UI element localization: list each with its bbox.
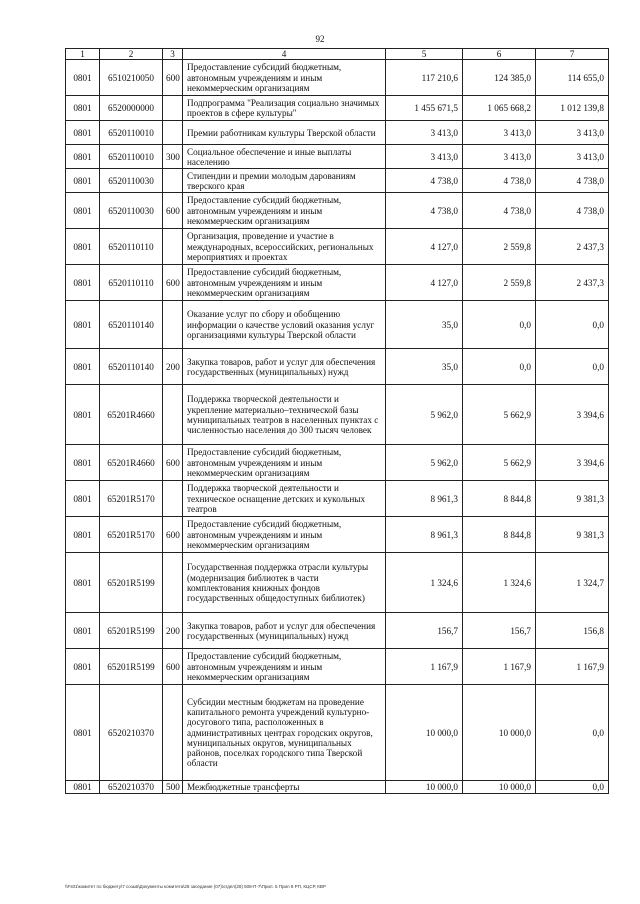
row-expense-type: 300 [163, 145, 183, 169]
row-name: Субсидии местным бюджетам на проведение капитального ремонта учреждений культурно-досугового типа, расположенных в административных центрах городских округов, муниципальных округов, муниципальных районов, поселках городского типа Тверской области [183, 685, 386, 781]
row-target-article: 65201R5170 [100, 517, 163, 553]
table-row [66, 481, 609, 517]
table-row [66, 685, 609, 781]
row-value-col5: 10 000,0 [386, 781, 463, 794]
row-value-col6: 2 559,8 [463, 265, 536, 301]
row-value-col5: 3 413,0 [386, 145, 463, 169]
row-target-article: 6520110010 [100, 145, 163, 169]
row-section: 0801 [66, 96, 100, 121]
row-target-article: 6520110140 [100, 301, 163, 349]
row-expense-type [163, 385, 183, 445]
row-value-col7: 2 437,3 [536, 229, 609, 265]
table-row [66, 385, 609, 445]
table-row [66, 60, 609, 96]
row-value-col6: 0,0 [463, 301, 536, 349]
table-header-row [66, 49, 609, 60]
row-value-col7: 2 437,3 [536, 265, 609, 301]
row-value-col7: 0,0 [536, 301, 609, 349]
column-header: 2 [100, 49, 163, 60]
file-path-footer: \\Fs01\комитет по бюджету\7 созыв\Документы комитета\28 заседание (07)\отдел(28) 508-П-7\Прил. 5 Прил 8 РП, КЦСР, КВР [65, 884, 326, 889]
row-value-col7: 0,0 [536, 685, 609, 781]
row-value-col6: 0,0 [463, 349, 536, 385]
row-value-col6: 156,7 [463, 613, 536, 649]
row-value-col6: 1 065 668,2 [463, 96, 536, 121]
row-target-article: 6520110110 [100, 229, 163, 265]
row-name: Поддержка творческой деятельности и укрепление материально–технической базы муниципальных театров в населенных пунктах с численностью населения до 300 тысяч человек [183, 385, 386, 445]
row-target-article: 6520110030 [100, 193, 163, 229]
row-section: 0801 [66, 385, 100, 445]
row-target-article: 6520000000 [100, 96, 163, 121]
row-value-col7: 3 394,6 [536, 385, 609, 445]
table-row [66, 445, 609, 481]
row-value-col5: 35,0 [386, 349, 463, 385]
column-header: 3 [163, 49, 183, 60]
row-value-col6: 1 324,6 [463, 553, 536, 613]
row-value-col5: 8 961,3 [386, 481, 463, 517]
table-row [66, 265, 609, 301]
row-expense-type: 200 [163, 613, 183, 649]
row-target-article: 6520210370 [100, 781, 163, 794]
row-section: 0801 [66, 481, 100, 517]
row-section: 0801 [66, 649, 100, 685]
row-value-col7: 3 413,0 [536, 145, 609, 169]
table-row [66, 781, 609, 794]
row-value-col5: 4 127,0 [386, 265, 463, 301]
row-section: 0801 [66, 193, 100, 229]
column-header: 4 [183, 49, 386, 60]
row-section: 0801 [66, 349, 100, 385]
row-value-col5: 1 167,9 [386, 649, 463, 685]
row-target-article: 6520110010 [100, 121, 163, 145]
row-name: Закупка товаров, работ и услуг для обеспечения государственных (муниципальных) нужд [183, 349, 386, 385]
row-expense-type [163, 685, 183, 781]
row-target-article: 65201R5199 [100, 613, 163, 649]
row-name: Закупка товаров, работ и услуг для обеспечения государственных (муниципальных) нужд [183, 613, 386, 649]
row-section: 0801 [66, 145, 100, 169]
row-target-article: 65201R5199 [100, 649, 163, 685]
row-expense-type: 600 [163, 649, 183, 685]
budget-table [65, 48, 609, 794]
row-section: 0801 [66, 445, 100, 481]
row-value-col7: 0,0 [536, 781, 609, 794]
table-row [66, 301, 609, 349]
row-target-article: 6510210050 [100, 60, 163, 96]
row-expense-type: 500 [163, 781, 183, 794]
row-value-col5: 117 210,6 [386, 60, 463, 96]
row-value-col6: 8 844,8 [463, 517, 536, 553]
row-name: Предоставление субсидий бюджетным, автономным учреждениям и иным некоммерческим организациям [183, 265, 386, 301]
row-value-col7: 9 381,3 [536, 481, 609, 517]
table-row [66, 613, 609, 649]
row-value-col5: 35,0 [386, 301, 463, 349]
table-row [66, 145, 609, 169]
row-name: Подпрограмма "Реализация социально значимых проектов в сфере культуры" [183, 96, 386, 121]
row-target-article: 6520110140 [100, 349, 163, 385]
row-value-col7: 156,8 [536, 613, 609, 649]
row-value-col6: 2 559,8 [463, 229, 536, 265]
row-value-col5: 3 413,0 [386, 121, 463, 145]
row-expense-type [163, 121, 183, 145]
table-row [66, 96, 609, 121]
row-name: Организация, проведение и участие в международных, всероссийских, региональных мероприятиях и проектах [183, 229, 386, 265]
row-value-col5: 156,7 [386, 613, 463, 649]
row-target-article: 65201R4660 [100, 385, 163, 445]
row-name: Предоставление субсидий бюджетным, автономным учреждениям и иным некоммерческим организациям [183, 445, 386, 481]
row-value-col6: 5 662,9 [463, 385, 536, 445]
row-section: 0801 [66, 229, 100, 265]
row-name: Премии работникам культуры Тверской области [183, 121, 386, 145]
row-expense-type [163, 553, 183, 613]
row-value-col5: 1 324,6 [386, 553, 463, 613]
row-section: 0801 [66, 517, 100, 553]
column-header: 6 [463, 49, 536, 60]
row-name: Социальное обеспечение и иные выплаты населению [183, 145, 386, 169]
row-section: 0801 [66, 121, 100, 145]
row-value-col7: 1 167,9 [536, 649, 609, 685]
row-name: Предоставление субсидий бюджетным, автономным учреждениям и иным некоммерческим организациям [183, 517, 386, 553]
row-value-col5: 8 961,3 [386, 517, 463, 553]
table-row [66, 169, 609, 193]
row-value-col5: 5 962,0 [386, 445, 463, 481]
table-row [66, 349, 609, 385]
row-name: Поддержка творческой деятельности и техническое оснащение детских и кукольных театров [183, 481, 386, 517]
row-value-col5: 5 962,0 [386, 385, 463, 445]
row-target-article: 6520210370 [100, 685, 163, 781]
row-expense-type [163, 301, 183, 349]
row-value-col7: 4 738,0 [536, 169, 609, 193]
row-section: 0801 [66, 781, 100, 794]
row-value-col7: 0,0 [536, 349, 609, 385]
row-expense-type [163, 96, 183, 121]
table-row [66, 121, 609, 145]
row-section: 0801 [66, 553, 100, 613]
row-value-col7: 3 413,0 [536, 121, 609, 145]
table-row [66, 553, 609, 613]
row-target-article: 65201R5199 [100, 553, 163, 613]
table-row [66, 193, 609, 229]
row-value-col7: 3 394,6 [536, 445, 609, 481]
row-value-col7: 1 012 139,8 [536, 96, 609, 121]
row-value-col6: 10 000,0 [463, 781, 536, 794]
row-section: 0801 [66, 265, 100, 301]
row-value-col6: 10 000,0 [463, 685, 536, 781]
table-row [66, 517, 609, 553]
row-name: Стипендии и премии молодым дарованиям тверского края [183, 169, 386, 193]
row-value-col5: 1 455 671,5 [386, 96, 463, 121]
row-name: Межбюджетные трансферты [183, 781, 386, 794]
row-value-col5: 10 000,0 [386, 685, 463, 781]
row-name: Государственная поддержка отрасли культуры (модернизация библиотек в части комплектования книжных фондов государственных общедоступных библиотек) [183, 553, 386, 613]
row-name: Предоставление субсидий бюджетным, автономным учреждениям и иным некоммерческим организациям [183, 649, 386, 685]
row-value-col7: 1 324,7 [536, 553, 609, 613]
row-expense-type: 200 [163, 349, 183, 385]
row-expense-type: 600 [163, 445, 183, 481]
row-value-col5: 4 738,0 [386, 169, 463, 193]
row-target-article: 6520110030 [100, 169, 163, 193]
row-value-col5: 4 127,0 [386, 229, 463, 265]
column-header: 7 [536, 49, 609, 60]
row-value-col6: 3 413,0 [463, 145, 536, 169]
row-value-col6: 8 844,8 [463, 481, 536, 517]
row-value-col6: 4 738,0 [463, 169, 536, 193]
row-section: 0801 [66, 301, 100, 349]
row-value-col6: 4 738,0 [463, 193, 536, 229]
row-value-col5: 4 738,0 [386, 193, 463, 229]
row-value-col7: 9 381,3 [536, 517, 609, 553]
row-name: Оказание услуг по сбору и обобщению информации о качестве условий оказания услуг организациями культуры Тверской области [183, 301, 386, 349]
row-section: 0801 [66, 613, 100, 649]
row-expense-type: 600 [163, 60, 183, 96]
row-value-col6: 1 167,9 [463, 649, 536, 685]
row-target-article: 65201R4660 [100, 445, 163, 481]
row-section: 0801 [66, 169, 100, 193]
row-section: 0801 [66, 685, 100, 781]
row-value-col6: 124 385,0 [463, 60, 536, 96]
row-name: Предоставление субсидий бюджетным, автономным учреждениям и иным некоммерческим организациям [183, 60, 386, 96]
column-header: 5 [386, 49, 463, 60]
row-target-article: 6520110110 [100, 265, 163, 301]
row-expense-type: 600 [163, 193, 183, 229]
row-expense-type: 600 [163, 517, 183, 553]
row-name: Предоставление субсидий бюджетным, автономным учреждениям и иным некоммерческим организациям [183, 193, 386, 229]
row-expense-type [163, 229, 183, 265]
row-expense-type [163, 481, 183, 517]
row-value-col6: 3 413,0 [463, 121, 536, 145]
page-number: 92 [315, 34, 325, 44]
table-row [66, 649, 609, 685]
row-expense-type: 600 [163, 265, 183, 301]
row-value-col7: 4 738,0 [536, 193, 609, 229]
row-expense-type [163, 169, 183, 193]
row-value-col7: 114 655,0 [536, 60, 609, 96]
row-target-article: 65201R5170 [100, 481, 163, 517]
row-value-col6: 5 662,9 [463, 445, 536, 481]
column-header: 1 [66, 49, 100, 60]
table-row [66, 229, 609, 265]
row-section: 0801 [66, 60, 100, 96]
